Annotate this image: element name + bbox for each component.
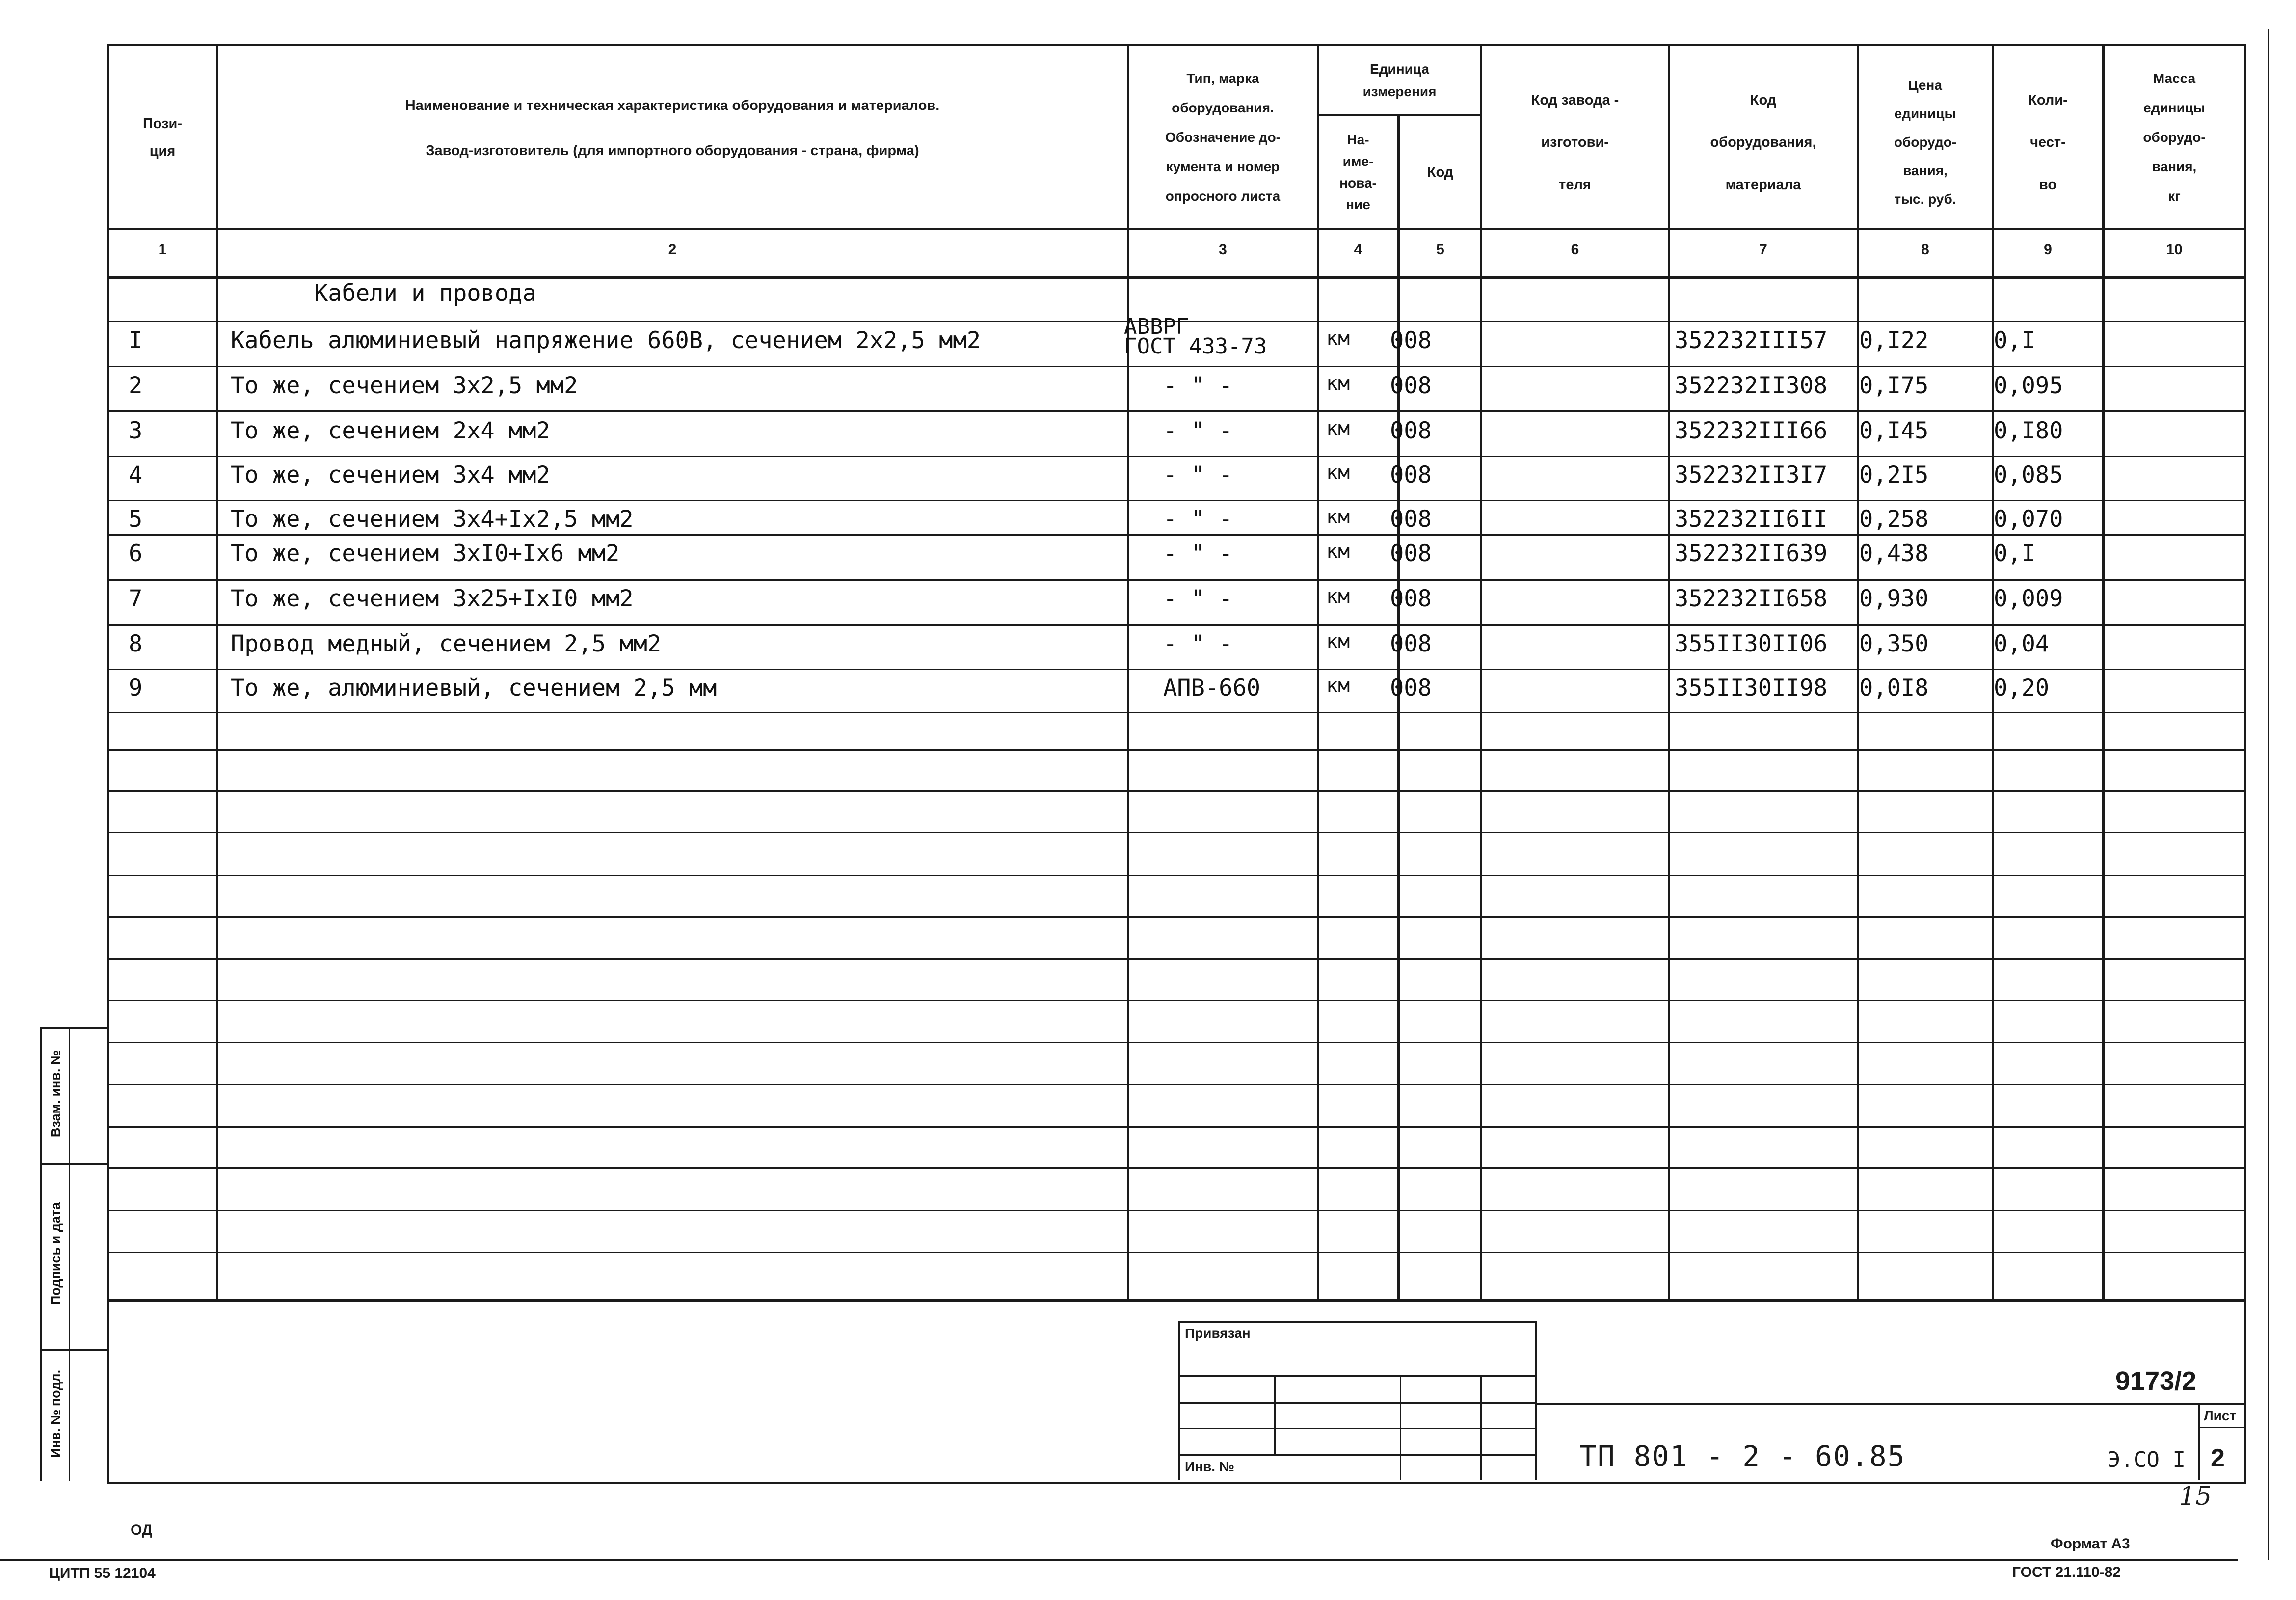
cell-qty: 0,I	[1994, 540, 2035, 567]
cell-name: То же, сечением 2х4 мм2	[231, 417, 550, 444]
tb-vline-2	[1400, 1375, 1401, 1480]
cell-type: - " -	[1163, 506, 1233, 533]
cell-ucode: 008	[1390, 630, 1432, 657]
row-line	[107, 832, 2244, 833]
side-stamp-line-1	[40, 1163, 109, 1165]
cell-price: 0,438	[1859, 540, 1929, 567]
header-quantity: Коли- чест- во	[2028, 92, 2068, 192]
cell-price: 0,I22	[1859, 327, 1929, 354]
list-number: 2	[2211, 1444, 2225, 1472]
row-line	[107, 579, 2244, 581]
cell-unit: км	[1326, 630, 1350, 653]
cell-code: 352232II308	[1675, 372, 1828, 399]
header-plant-code: Код завода - изготови- теля	[1531, 92, 1619, 192]
cell-qty: 0,070	[1994, 506, 2063, 533]
cell-type: АПВ-660	[1163, 675, 1261, 702]
row-line	[107, 790, 2244, 792]
cell-pos: I	[129, 327, 143, 354]
row-line	[107, 624, 2244, 626]
cell-code: 352232III57	[1675, 327, 1828, 354]
row-line	[107, 1252, 2244, 1253]
cell-pos: 6	[129, 540, 143, 567]
tb-line-4	[1178, 1454, 1536, 1456]
tb-doc-line	[1535, 1403, 2244, 1405]
footer-left-bottom: ЦИТП 55 12104	[49, 1565, 156, 1581]
header-unit-code: Код	[1427, 164, 1454, 180]
cell-price: 0,I45	[1859, 417, 1929, 444]
footer-right-top: Формат А3	[2051, 1536, 2130, 1552]
cell-price: 0,350	[1859, 630, 1929, 657]
row-line	[107, 366, 2244, 367]
cell-pos: 2	[129, 372, 143, 399]
cell-code: 352232III66	[1675, 417, 1828, 444]
col-line-3	[1317, 44, 1319, 1300]
colnum-3: 3	[1219, 242, 1227, 258]
side-label-inv: Инв. № подл.	[48, 1369, 63, 1458]
cell-code: 355II30II98	[1675, 675, 1828, 702]
row-line	[107, 500, 2244, 501]
list-label: Лист	[2204, 1408, 2237, 1423]
side-stamp-divider	[69, 1027, 70, 1481]
col-line-2	[1127, 44, 1129, 1300]
cell-type: - " -	[1163, 461, 1233, 488]
cell-pos: 5	[129, 506, 143, 533]
row-line	[107, 669, 2244, 670]
header-unit-group: Единица измерения	[1362, 61, 1437, 99]
row-line	[107, 1000, 2244, 1001]
colnum-6: 6	[1571, 242, 1579, 258]
cell-type: - " -	[1163, 417, 1233, 444]
cell-pos: 3	[129, 417, 143, 444]
cell-ucode: 008	[1390, 585, 1432, 612]
cell-code: 352232II658	[1675, 585, 1828, 612]
row-line	[107, 958, 2244, 960]
footer-right-bottom: ГОСТ 21.110-82	[2012, 1564, 2121, 1580]
row-line	[107, 534, 2244, 536]
colnum-10: 10	[2166, 242, 2183, 258]
side-stamp-left	[40, 1027, 42, 1481]
header-price: Цена единицы оборудо- вания, тыс. руб.	[1894, 78, 1957, 207]
header-name-line1: Наименование и техническая характеристика оборудования и материалов.	[405, 98, 940, 113]
cell-ucode: 008	[1390, 540, 1432, 567]
tb-list-hline	[2198, 1427, 2244, 1428]
cell-pos: 9	[129, 675, 143, 702]
cell-pos: 8	[129, 630, 143, 657]
inv-no-label: Инв. №	[1185, 1459, 1235, 1474]
privyazan-label: Привязан	[1185, 1326, 1251, 1341]
header-position: Пози- ция	[142, 116, 183, 159]
cell-unit: км	[1326, 372, 1350, 395]
cell-unit: км	[1326, 461, 1350, 484]
cell-price: 0,258	[1859, 506, 1929, 533]
cell-ucode: 008	[1390, 461, 1432, 488]
album-number: 9173/2	[2115, 1366, 2197, 1396]
cell-unit: км	[1326, 585, 1350, 608]
cell-type: - " -	[1163, 630, 1233, 657]
row-line	[107, 1126, 2244, 1128]
cell-ucode: 008	[1390, 372, 1432, 399]
header-unit-name: На- име- нова- ние	[1339, 132, 1377, 212]
header-equipment-code: Код оборудования, материала	[1710, 92, 1816, 192]
colnum-7: 7	[1759, 242, 1767, 258]
cell-qty: 0,20	[1994, 675, 2050, 702]
row-line	[107, 1167, 2244, 1169]
header-type: Тип, марка оборудования. Обозначение до- кумента и номер опросного листа	[1165, 71, 1281, 204]
cell-price: 0,I75	[1859, 372, 1929, 399]
cell-unit: км	[1326, 540, 1350, 563]
cell-name: Провод медный, сечением 2,5 мм2	[231, 630, 662, 657]
side-label-vzam: Взам. инв. №	[48, 1050, 63, 1138]
col-line-4	[1397, 114, 1400, 1300]
colnum-2: 2	[668, 242, 677, 258]
colnum-4: 4	[1354, 242, 1362, 258]
col-line-5	[1480, 44, 1482, 1300]
header-bottom-line	[107, 228, 2244, 230]
tb-vline-3	[1480, 1375, 1482, 1480]
row-line	[107, 916, 2244, 918]
cell-qty: 0,I80	[1994, 417, 2063, 444]
col-line-1	[216, 44, 218, 1300]
row-line	[107, 1042, 2244, 1043]
tb-line-2	[1178, 1402, 1536, 1404]
cell-name: То же, алюминиевый, сечением 2,5 мм	[231, 675, 717, 702]
col-line-7	[1857, 44, 1859, 1300]
cell-qty: 0,085	[1994, 461, 2063, 488]
cell-price: 0,930	[1859, 585, 1929, 612]
section-title: Кабели и провода	[314, 280, 536, 307]
row-line	[107, 875, 2244, 876]
row-line	[107, 456, 2244, 457]
cell-type: - " -	[1163, 372, 1233, 399]
cell-pos: 4	[129, 461, 143, 488]
sheet-frame	[107, 44, 2246, 1484]
col-line-8	[1992, 44, 1994, 1300]
table-bottom-line	[107, 1299, 2244, 1302]
row-line	[107, 749, 2244, 751]
cell-unit: км	[1326, 506, 1350, 528]
document-code: ТП 801 - 2 - 60.85	[1579, 1439, 1906, 1473]
sheet-right-edge	[2268, 29, 2269, 1560]
row-line	[107, 1210, 2244, 1211]
footer-bottom-line	[0, 1559, 2238, 1561]
cell-price: 0,0I8	[1859, 675, 1929, 702]
cell-name: Кабель алюминиевый напряжение 660В, сечением 2х2,5 мм2	[231, 327, 981, 354]
cell-ucode: 008	[1390, 675, 1432, 702]
cell-code: 352232II6II	[1675, 506, 1828, 533]
cell-type: - " -	[1163, 585, 1233, 612]
colnum-5: 5	[1436, 242, 1444, 258]
cell-qty: 0,04	[1994, 630, 2050, 657]
cell-code: 355II30II06	[1675, 630, 1828, 657]
cell-name: То же, сечением 3хI0+Iх6 мм2	[231, 540, 620, 567]
side-label-podp: Подпись и дата	[48, 1202, 63, 1305]
cell-name: То же, сечением 3х25+IхI0 мм2	[231, 585, 634, 612]
cell-code: 352232II639	[1675, 540, 1828, 567]
cell-pos: 7	[129, 585, 143, 612]
cell-code: 352232II3I7	[1675, 461, 1828, 488]
tb-line-1	[1178, 1375, 1536, 1377]
cell-ucode: 008	[1390, 327, 1432, 354]
cell-price: 0,2I5	[1859, 461, 1929, 488]
footer-left-top: ОД	[131, 1522, 153, 1538]
row-line	[107, 410, 2244, 412]
cell-type: - " -	[1163, 540, 1233, 567]
cell-unit: км	[1326, 675, 1350, 697]
cell-qty: 0,I	[1994, 327, 2035, 354]
tb-box-top	[1178, 1321, 1536, 1323]
tb-line-3	[1178, 1428, 1536, 1429]
col-line-6	[1668, 44, 1670, 1300]
cell-unit: км	[1326, 327, 1350, 350]
sheet-code: Э.СО I	[2108, 1447, 2186, 1472]
row-line	[107, 712, 2244, 713]
cell-ucode: 008	[1390, 417, 1432, 444]
colnum-8: 8	[1921, 242, 1929, 258]
cell-ucode: 008	[1390, 506, 1432, 533]
handwritten-number: 15	[2179, 1482, 2212, 1511]
cell-type: АВВРГ ГОСТ 433-73	[1124, 314, 1267, 359]
col-line-9	[2102, 44, 2105, 1300]
cell-name: То же, сечением 3х4+Iх2,5 мм2	[231, 506, 634, 533]
colnum-9: 9	[2044, 242, 2052, 258]
tb-list-vline	[2198, 1403, 2200, 1480]
cell-name: То же, сечением 3х4 мм2	[231, 461, 550, 488]
cell-qty: 0,009	[1994, 585, 2063, 612]
tb-vline-1	[1274, 1375, 1276, 1455]
tb-box-right	[1535, 1321, 1537, 1480]
colnum-bottom-line	[107, 276, 2244, 279]
cell-name: То же, сечением 3х2,5 мм2	[231, 372, 578, 399]
cell-unit: км	[1326, 417, 1350, 440]
colnum-1: 1	[158, 242, 167, 258]
header-mass: Масса единицы оборудо- вания, кг	[2143, 71, 2206, 204]
header-name-line2: Завод-изготовитель (для импортного оборудования - страна, фирма)	[426, 143, 919, 159]
tb-box-left	[1178, 1321, 1180, 1480]
row-line	[107, 1084, 2244, 1085]
cell-qty: 0,095	[1994, 372, 2063, 399]
